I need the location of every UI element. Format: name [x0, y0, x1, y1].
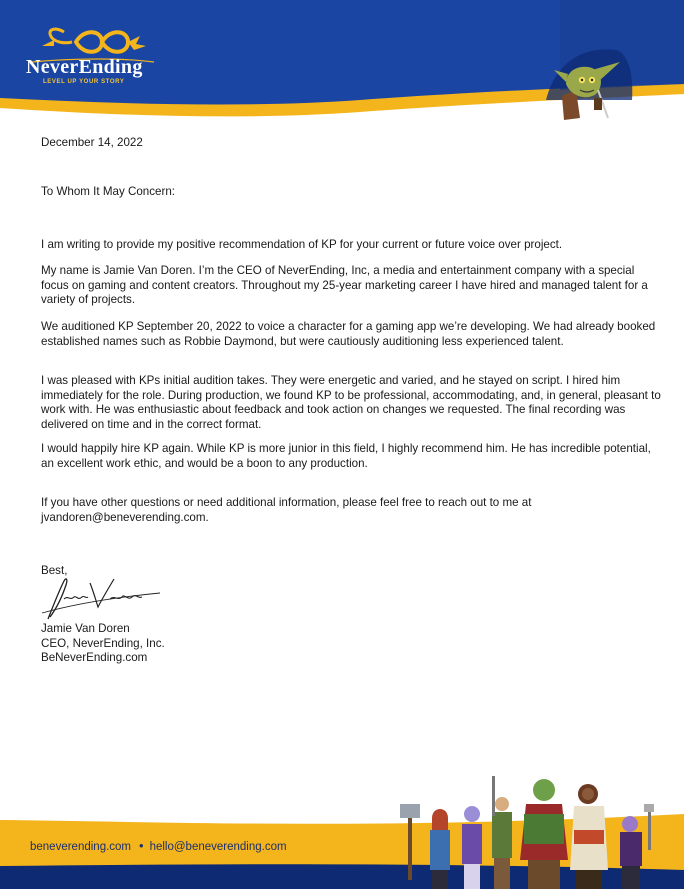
paragraph-audition: We auditioned KP September 20, 2022 to voice a character for a gaming app we’re developing. We had already booked established names such as Robbie Daymond, but were cautiously auditioning less experienced talent.: [41, 320, 656, 348]
footer-contact-links: [30, 838, 287, 853]
paragraph-performance: I was pleased with KPs initial audition takes. They were energetic and varied, and he stayed on script. I hired him immediately for the role. During production, we found KP to be professional, accommodating, and, in general, pleasant to work with. He was enthusiastic about feedback and took action on changes we requested. The final recording was delivered on time and in the correct format.: [41, 374, 661, 431]
sender-title: CEO, NeverEnding, Inc.: [41, 637, 165, 650]
paragraph-recommendation: I would happily hire KP again. While KP is more junior in this field, I highly recommend him. He has incredible potential, an excellent work ethic, and would be a boon to any production.: [41, 442, 651, 470]
letterhead-footer: [0, 770, 684, 889]
footer-email-link[interactable]: hello@beneverending.com: [149, 841, 287, 853]
letterhead-header: [0, 0, 684, 120]
letter-date: December 14, 2022: [41, 136, 143, 149]
handwritten-signature: [38, 573, 163, 623]
goblin-character-illustration: [536, 40, 636, 120]
paragraph-background: My name is Jamie Van Doren. I’m the CEO of NeverEnding, Inc, a media and entertainment company with a special focus on gaming and content creators. Throughout my 25-year marketing career I have hired and managed talent for a variety of projects.: [41, 264, 648, 307]
bullet-separator: •: [139, 838, 144, 853]
footer-website-link[interactable]: beneverending.com: [30, 841, 132, 853]
sender-name: Jamie Van Doren: [41, 622, 130, 635]
brand-tagline: LEVEL UP YOUR STORY: [43, 79, 125, 85]
sender-website: BeNeverEnding.com: [41, 651, 148, 664]
adventurer-party-illustration: [398, 770, 678, 889]
brand-wordmark: NeverEnding: [26, 56, 143, 78]
letter-salutation: To Whom It May Concern:: [41, 185, 176, 198]
paragraph-contact: If you have other questions or need additional information, please feel free to reach out to me at jvandoren@beneverending.com.: [41, 496, 532, 524]
letter-closing: Best,: [41, 564, 68, 577]
paragraph-intro: I am writing to provide my positive recommendation of KP for your current or future voice over project.: [41, 238, 563, 251]
